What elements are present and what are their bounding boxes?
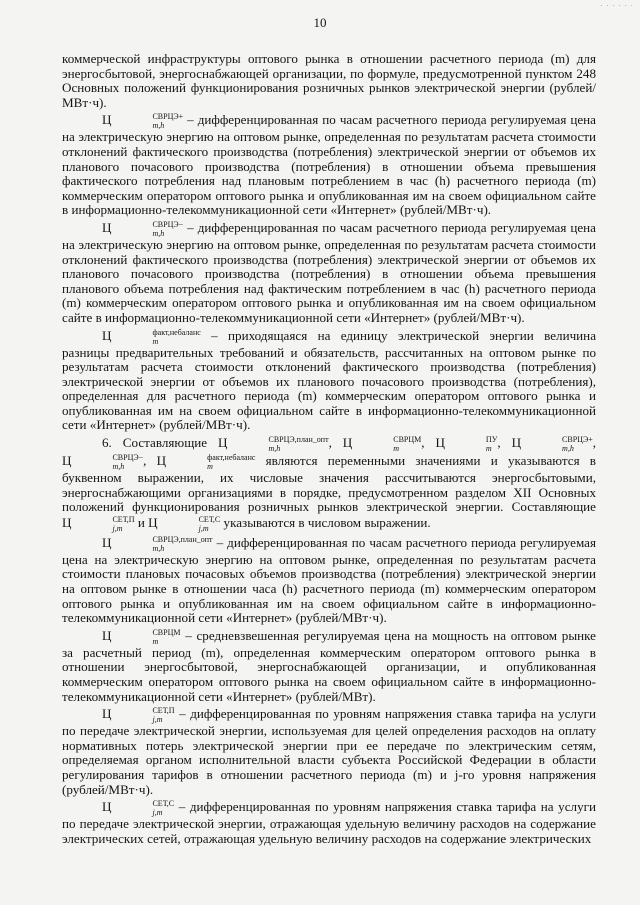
- definition-text: – дифференцированная по уровням напряжения ставка тарифа на услуги по передаче электрической энергии, используемая для целей определения расходов на оплату нормативных потерь электрической энергии при ее передаче по электрическим сетям, определяемая органом исполнительной власти субъекта Российской Федерации в области регулирования тарифов в отношении расчетного периода (m) и j-го уровня напряжения (рублей/МВт·ч).: [62, 706, 596, 797]
- definition-cvrce-minus: [62, 220, 596, 326]
- definition-fact-nebalans: [62, 328, 596, 434]
- section-6-paragraph: 6. Составляющие Ц СВРЦЭ,план_опт m,h , Ц СВРЦМ m , Ц ПУ m , Ц СВРЦЭ+ m,h , Ц СВРЦЭ− m,h , Ц факт,небаланс m являются переменными значениями и указываются в буквенном выражении, их числовые значения рассчитываются энергосбытовыми, энергоснабжающими организациями в порядке, предусмотренном разделом XII Основных положений функционирования розничных рынков электрической энергии. Составляющие Ц СЕТ,П j,m и Ц СЕТ,С j,m указываются в числовом выражении.: [62, 435, 597, 533]
- definition-text: – приходящаяся на единицу электрической энергии величина разницы предварительных требований и обязательств, рассчитанных на оптовом рынке по результатам расчета стоимости отклонений фактического производства (потребления) электрической энергии от объемов их планового почасового производства (потребления), определенная для расчетного периода (m) коммерческим оператором оптового рынка и опубликованная им на своем официальном сайте в информационно-телекоммуникационной сети «Интернет» (рублей/МВт·ч).: [62, 327, 596, 433]
- formula-symbol: Ц СВРЦЭ− m,h: [102, 219, 184, 238]
- formula-symbol: Ц СВРЦЭ+ m,h: [102, 112, 184, 131]
- definition-set-p: [62, 706, 596, 797]
- formula-symbol: Ц СВРЦМ m: [342, 435, 422, 454]
- paragraph-intro: коммерческой инфраструктуры оптового рынка в отношении расчетного периода (m) для энергосбытовой, энергоснабжающей организации, по формуле, предусмотренной пунктом 248 Основных положений функционирования розничных рынков электрической энергии (рублей/МВт·ч).: [62, 51, 596, 110]
- formula-symbol: Ц факт,небаланс m: [102, 327, 201, 346]
- formula-symbol: Ц СВРЦЭ− m,h: [62, 453, 144, 472]
- definition-set-s: [62, 799, 596, 846]
- definition-text: – средневзвешенная регулируемая цена на мощность на оптовом рынке за расчетный период (m), определенная коммерческим оператором оптового рынка в отношении энергосбытовой, энергоснабжающей организации, и опубликованная коммерческим оператором оптового рынка на своем официальном сайте в информационно-телекоммуникационной сети «Интернет» (рублей/МВт).: [62, 627, 596, 704]
- formula-symbol: Ц ПУ m: [435, 435, 498, 454]
- formula-symbol: Ц СЕТ,С j,m: [102, 799, 175, 818]
- formula-symbol: Ц СЕТ,П j,m: [62, 514, 135, 533]
- formula-symbol: Ц СЕТ,С j,m: [148, 514, 221, 533]
- formula-symbol: Ц СВРЦЭ,план_опт m,h: [102, 534, 213, 553]
- formula-symbol: Ц СВРЦМ m: [102, 627, 181, 646]
- formula-symbol: Ц СВРЦЭ,план_опт m,h: [218, 435, 329, 454]
- formula-symbol: Ц СВРЦЭ+ m,h: [511, 435, 593, 454]
- definition-text: – дифференцированная по уровням напряжения ставка тарифа на услуги по передаче электрической энергии, отражающая удельную величину расходов на содержание электрических сетей, отражающая удельную величину расходов на содержание электрических: [62, 799, 596, 846]
- definition-plan-opt: [62, 535, 596, 626]
- definition-cvrcm: [62, 628, 596, 704]
- document-body: [62, 52, 596, 846]
- scan-corner-mark: · · · · · ·: [600, 2, 634, 10]
- formula-symbol: Ц факт,небаланс m: [156, 453, 256, 472]
- page-number: 10: [313, 15, 327, 30]
- definition-text: – дифференцированная по часам расчетного периода регулируемая цена на электрическую энергию на оптовом рынке, определенная по результатам расчета стоимости плановых почасовых объемов производства (потребления) электрической энергии на оптовом рынке в отношении часа (h) расчетного периода (m) коммерческим оператором оптового рынка и опубликованная им на своем официальном сайте в информационно-телекоммуникационной сети «Интернет» (рублей/МВт·ч).: [62, 534, 596, 626]
- definition-text: – дифференцированная по часам расчетного периода регулируемая цена на электрическую энергию на оптовом рынке, определенная по результатам расчета стоимости отклонений фактического производства (потребления) электрической энергии от объемов их планового почасового производства (потребления) в отношении объема превышения фактического потребления над плановым потреблением в час (h) расчетного периода (m) коммерческим оператором оптового рынка и опубликованная им на своем официальном сайте в информационно-телекоммуникационной сети «Интернет» (рублей/МВт·ч).: [62, 112, 596, 218]
- formula-symbol: Ц СЕТ,П j,m: [102, 706, 175, 725]
- definition-cvrce-plus: [62, 112, 596, 218]
- definition-text: – дифференцированная по часам расчетного периода регулируемая цена на электрическую энергию на оптовом рынке, определенная по результатам расчета стоимости отклонений фактического производства (потребления) электрической энергии от объемов их планового почасового производства (потребления) в отношении объема превышения планового объема потребления над фактическим потреблением в час (h) расчетного периода (m) коммерческим оператором оптового рынка и опубликованная им на своем официальном сайте в информационно-телекоммуникационной сети «Интернет» (рублей/МВт·ч).: [62, 219, 596, 325]
